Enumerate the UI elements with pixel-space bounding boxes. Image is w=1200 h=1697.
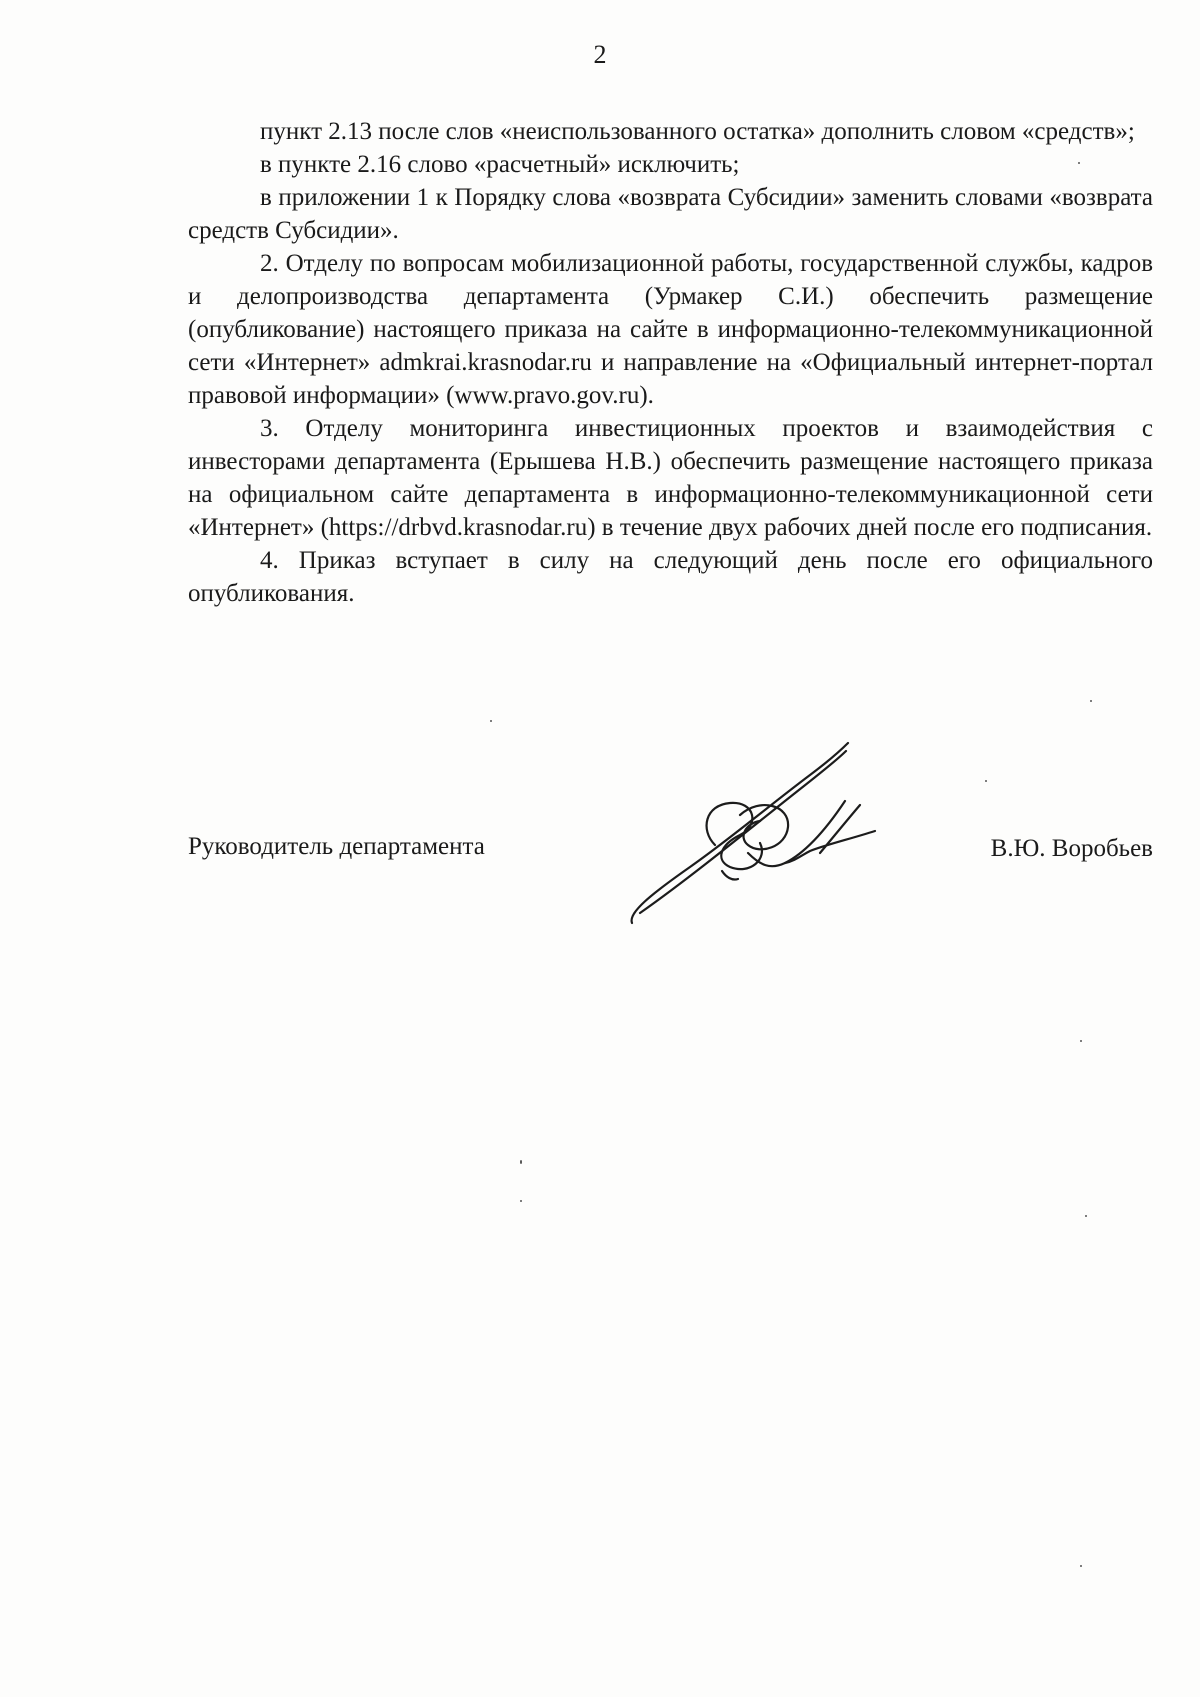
scan-speck xyxy=(1080,1040,1082,1042)
scan-speck xyxy=(1085,1215,1087,1217)
paragraph-clause-4: 4. Приказ вступает в силу на следующий день после его официального опубликования. xyxy=(188,547,1153,607)
scan-speck xyxy=(1078,162,1080,164)
scan-speck xyxy=(985,780,987,782)
paragraph-appendix-1: в приложении 1 к Порядку слова «возврата Субсидии» заменить словами «возврата средств Субсидии». xyxy=(188,184,1153,244)
scan-speck xyxy=(520,1200,522,1202)
scan-speck xyxy=(490,720,492,722)
paragraph-clause-3: 3. Отделу мониторинга инвестиционных проектов и взаимодействия с инвесторами департамента (Ерышева Н.В.) обеспечить размещение настоящего приказа на официальном сайте департамента в информационно-телекоммуникационной сети «Интернет» (https://drbvd.krasnodar.ru) в течение двух рабочих дней после его подписания. xyxy=(188,415,1153,541)
paragraph-clause-2: 2. Отделу по вопросам мобилизационной работы, государственной службы, кадров и делопроизводства департамента (Урмакер С.И.) обеспечить размещение (опубликование) настоящего приказа на сайте в информационно-телекоммуникационной сети «Интернет» admkrai.krasnodar.ru и направление на «Официальный интернет-портал правовой информации» (www.pravo.gov.ru). xyxy=(188,250,1153,409)
signatory-title: Руководитель департамента xyxy=(188,833,485,860)
scan-speck xyxy=(1090,700,1092,702)
document-body xyxy=(188,115,1153,610)
scan-speck xyxy=(1080,1565,1082,1567)
scan-speck xyxy=(520,1160,522,1164)
paragraph-item-2-16: в пункте 2.16 слово «расчетный» исключить; xyxy=(260,151,740,178)
paragraph-item-2-13: пункт 2.13 после слов «неиспользованного остатка» дополнить словом «средств»; xyxy=(260,118,1135,145)
signatory-name: В.Ю. Воробьев xyxy=(990,835,1153,862)
handwritten-signature xyxy=(620,735,910,935)
page-number: 2 xyxy=(593,40,607,69)
